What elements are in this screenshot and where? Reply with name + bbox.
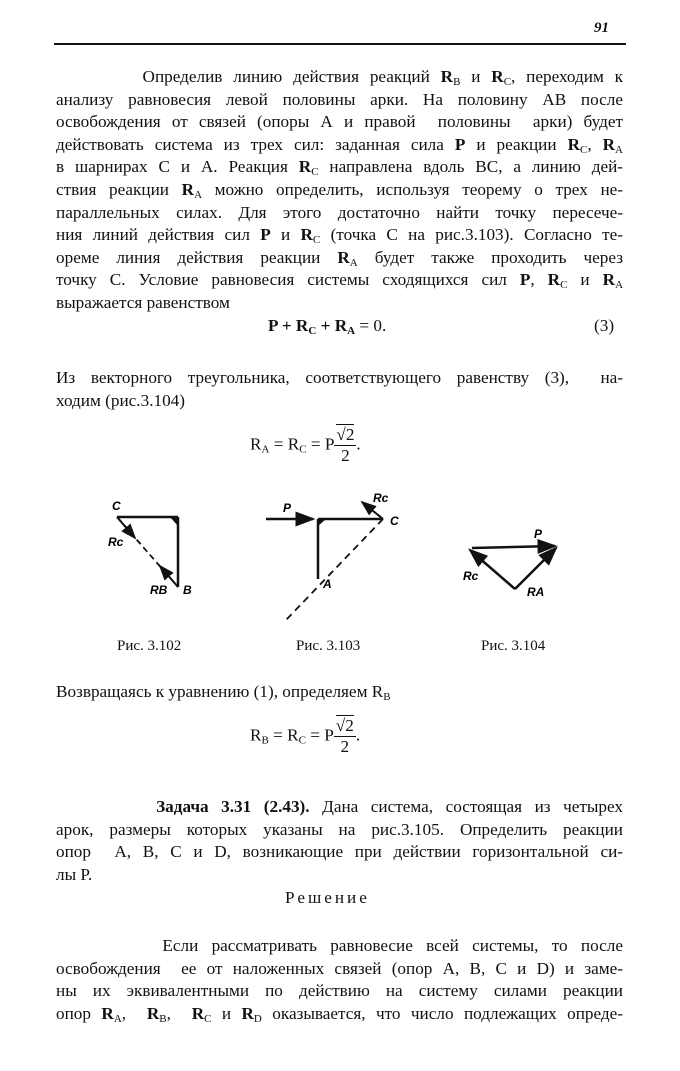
figure-3-104 [463,527,556,599]
eq-plus: + R [316,316,348,335]
text-segment: действовать система из трех сил: заданная сила [56,134,455,154]
text-segment: ореме линия действия реакции [56,247,338,267]
text-segment: опор А, В, С и D, возникающие при действии горизонтальной си- [56,842,623,862]
bold-symbol: R [191,1003,205,1023]
text-line [56,390,623,413]
text-segment: Из векторного треугольника, соответствующего равенству (3), на- [56,368,623,387]
eq-rhs: = 0. [355,316,387,335]
text-line [56,681,623,704]
text-segment: в шарнирах С и А. Реакция [56,157,299,177]
subscript: C [311,166,319,179]
text-line [56,247,623,270]
text-line [56,819,623,842]
text-segment: опор [56,1003,102,1023]
text-segment: можно определить, используя теорему о трех не- [202,179,623,199]
bold-symbol: R [181,179,195,199]
text-segment: выражается равенством [56,292,230,312]
text-segment: и [567,270,603,290]
label-rb: RB [150,583,168,597]
text-line [56,980,623,1003]
text-segment: , [121,1003,147,1023]
bold-symbol: Задача 3.31 (2.43). [156,797,310,816]
bold-symbol: R [146,1003,160,1023]
text-segment: и [270,225,301,245]
text-segment: анализу равновесия левой половины арки. На половину АВ после [56,89,623,109]
subscript: B [159,1012,167,1025]
bold-symbol: R [337,247,350,267]
f1-sub: A [261,443,270,456]
f1-eq: = R [269,434,300,454]
subscript: C [560,279,568,292]
f2-sub: B [261,734,269,747]
text-segment: , [587,134,603,154]
paragraph-equilibrium [56,66,623,315]
text-line [56,66,623,89]
subscript: C [312,234,321,247]
bold-symbol: R [440,67,454,86]
paragraph-solution [56,935,623,1025]
bold-symbol: R [101,1003,114,1023]
page-number: 91 [594,20,609,36]
bold-symbol: R [602,134,616,154]
caption-3-103: Рис. 3.103 [296,638,361,654]
bold-symbol: R [602,270,616,290]
subscript: C [503,76,512,88]
text-segment: (точка С на рис.3.103). Согласно те- [320,225,623,245]
equation-number: (3) [594,316,615,335]
equation-3 [268,316,386,336]
text-segment: Определив линию действия реакций [56,67,441,86]
fraction [334,716,356,757]
eq-sub-c: C [308,325,317,337]
text-segment: ния линий действия сил [56,225,261,245]
label-rc: Rc [373,491,389,505]
label-rc: Rc [108,535,124,549]
bold-symbol: R [298,157,312,177]
f2-sub2: C [298,734,306,747]
paragraph-vector-triangle [56,367,623,412]
text-segment: арок, размеры которых указаны на рис.3.105. Определить реакции [56,819,623,839]
text-segment: оказывается, что число подлежащих опреде- [261,1003,624,1023]
text-line [56,796,623,819]
subscript: D [253,1012,262,1025]
eq-sub-a: A [347,325,356,337]
bold-symbol: P [519,270,531,290]
text-segment: , переходим к [511,67,623,86]
solution-heading: Решение [285,888,370,907]
text-line [56,156,623,179]
text-line [56,935,623,958]
f2-r: R [250,725,262,745]
text-line [56,89,623,112]
bold-symbol: R [547,270,561,290]
text-segment: , [166,1003,192,1023]
text-segment: точку С. Условие равновесия системы сходящихся сил [56,270,520,290]
figure-3-102 [108,499,192,597]
eq-lhs: P + R [268,316,309,335]
text-segment: параллельных силах. Для этого достаточно найти точку пересече- [56,202,623,222]
caption-3-104: Рис. 3.104 [481,638,546,654]
label-c: C [390,514,399,528]
label-p: P [534,527,543,541]
figure-3-103 [266,491,399,620]
f2-eq: = R [268,725,299,745]
fraction [334,425,356,466]
paragraph-returning [56,681,623,704]
label-a: A [323,577,332,591]
text-line [56,292,623,315]
text-line [56,134,623,157]
subscript: A [615,143,623,156]
bold-symbol: P [260,225,271,245]
paragraph-problem-3-31 [56,796,623,886]
text-line [56,958,623,981]
text-line [56,841,623,864]
subscript: A [615,279,624,292]
text-segment: и реакции [465,134,568,154]
f2-den: 2 [340,737,350,756]
f1-end: . [356,434,361,454]
label-c: C [112,499,121,513]
text-segment: освобождения от связей (опоры А и правой половины арки) будет [56,112,623,132]
text-line [56,202,623,225]
text-segment: и [211,1003,242,1023]
formula-ra [250,425,361,466]
text-segment: ствия реакции [56,179,182,199]
text-segment: Дана система, состоящая из четырех [309,797,624,816]
caption-3-102: Рис. 3.102 [117,638,182,654]
subscript: A [113,1012,122,1025]
text-segment: и [460,67,492,86]
text-line [56,367,623,390]
text-line [56,1003,623,1026]
label-p: P [283,501,292,515]
subscript: B [453,76,461,88]
bold-symbol: R [491,67,504,86]
text-segment: Возвращаясь к уравнению (1), определяем R [56,682,384,701]
text-line [56,179,623,202]
text-segment: лы Р. [56,864,93,884]
text-segment: освобождения ее от наложенных связей (опор А, В, С и D) и заме- [56,958,623,978]
text-line [56,111,623,134]
subscript: B [383,691,391,703]
text-segment: ны их эквивалентными по действию на систему силами реакции [56,981,623,1001]
text-line [56,224,623,247]
text-line [56,864,623,887]
f1-num: √2 [336,425,355,444]
f1-sub2: C [299,443,307,456]
text-segment: ходим (рис.3.104) [56,390,185,410]
label-rc: Rc [463,569,479,583]
bold-symbol: R [300,225,313,245]
f1-r: R [250,434,262,454]
subscript: A [194,188,203,201]
bold-symbol: R [567,134,580,154]
subscript: C [579,143,588,156]
subscript: C [204,1012,212,1025]
f2-end: . [355,725,361,745]
bold-symbol: R [241,1003,254,1023]
bold-symbol: P [454,134,466,154]
subscript: A [349,256,358,269]
f2-num: √2 [335,716,354,735]
label-ra: RA [527,585,545,599]
header-rule [54,43,626,45]
text-segment: , [530,270,548,290]
label-b: B [183,583,192,597]
text-segment: будет также проходить через [357,247,623,267]
text-line [56,269,623,292]
f1-den: 2 [341,446,350,465]
text-segment: Если рассматривать равновесие всей системы, то после [56,936,623,955]
f1-p: = P [306,434,335,454]
f2-p: = P [305,725,334,745]
figures [0,490,680,630]
text-segment: направлена вдоль ВС, а линию дей- [318,157,623,177]
text-segment [56,797,156,816]
formula-rb [250,716,360,757]
